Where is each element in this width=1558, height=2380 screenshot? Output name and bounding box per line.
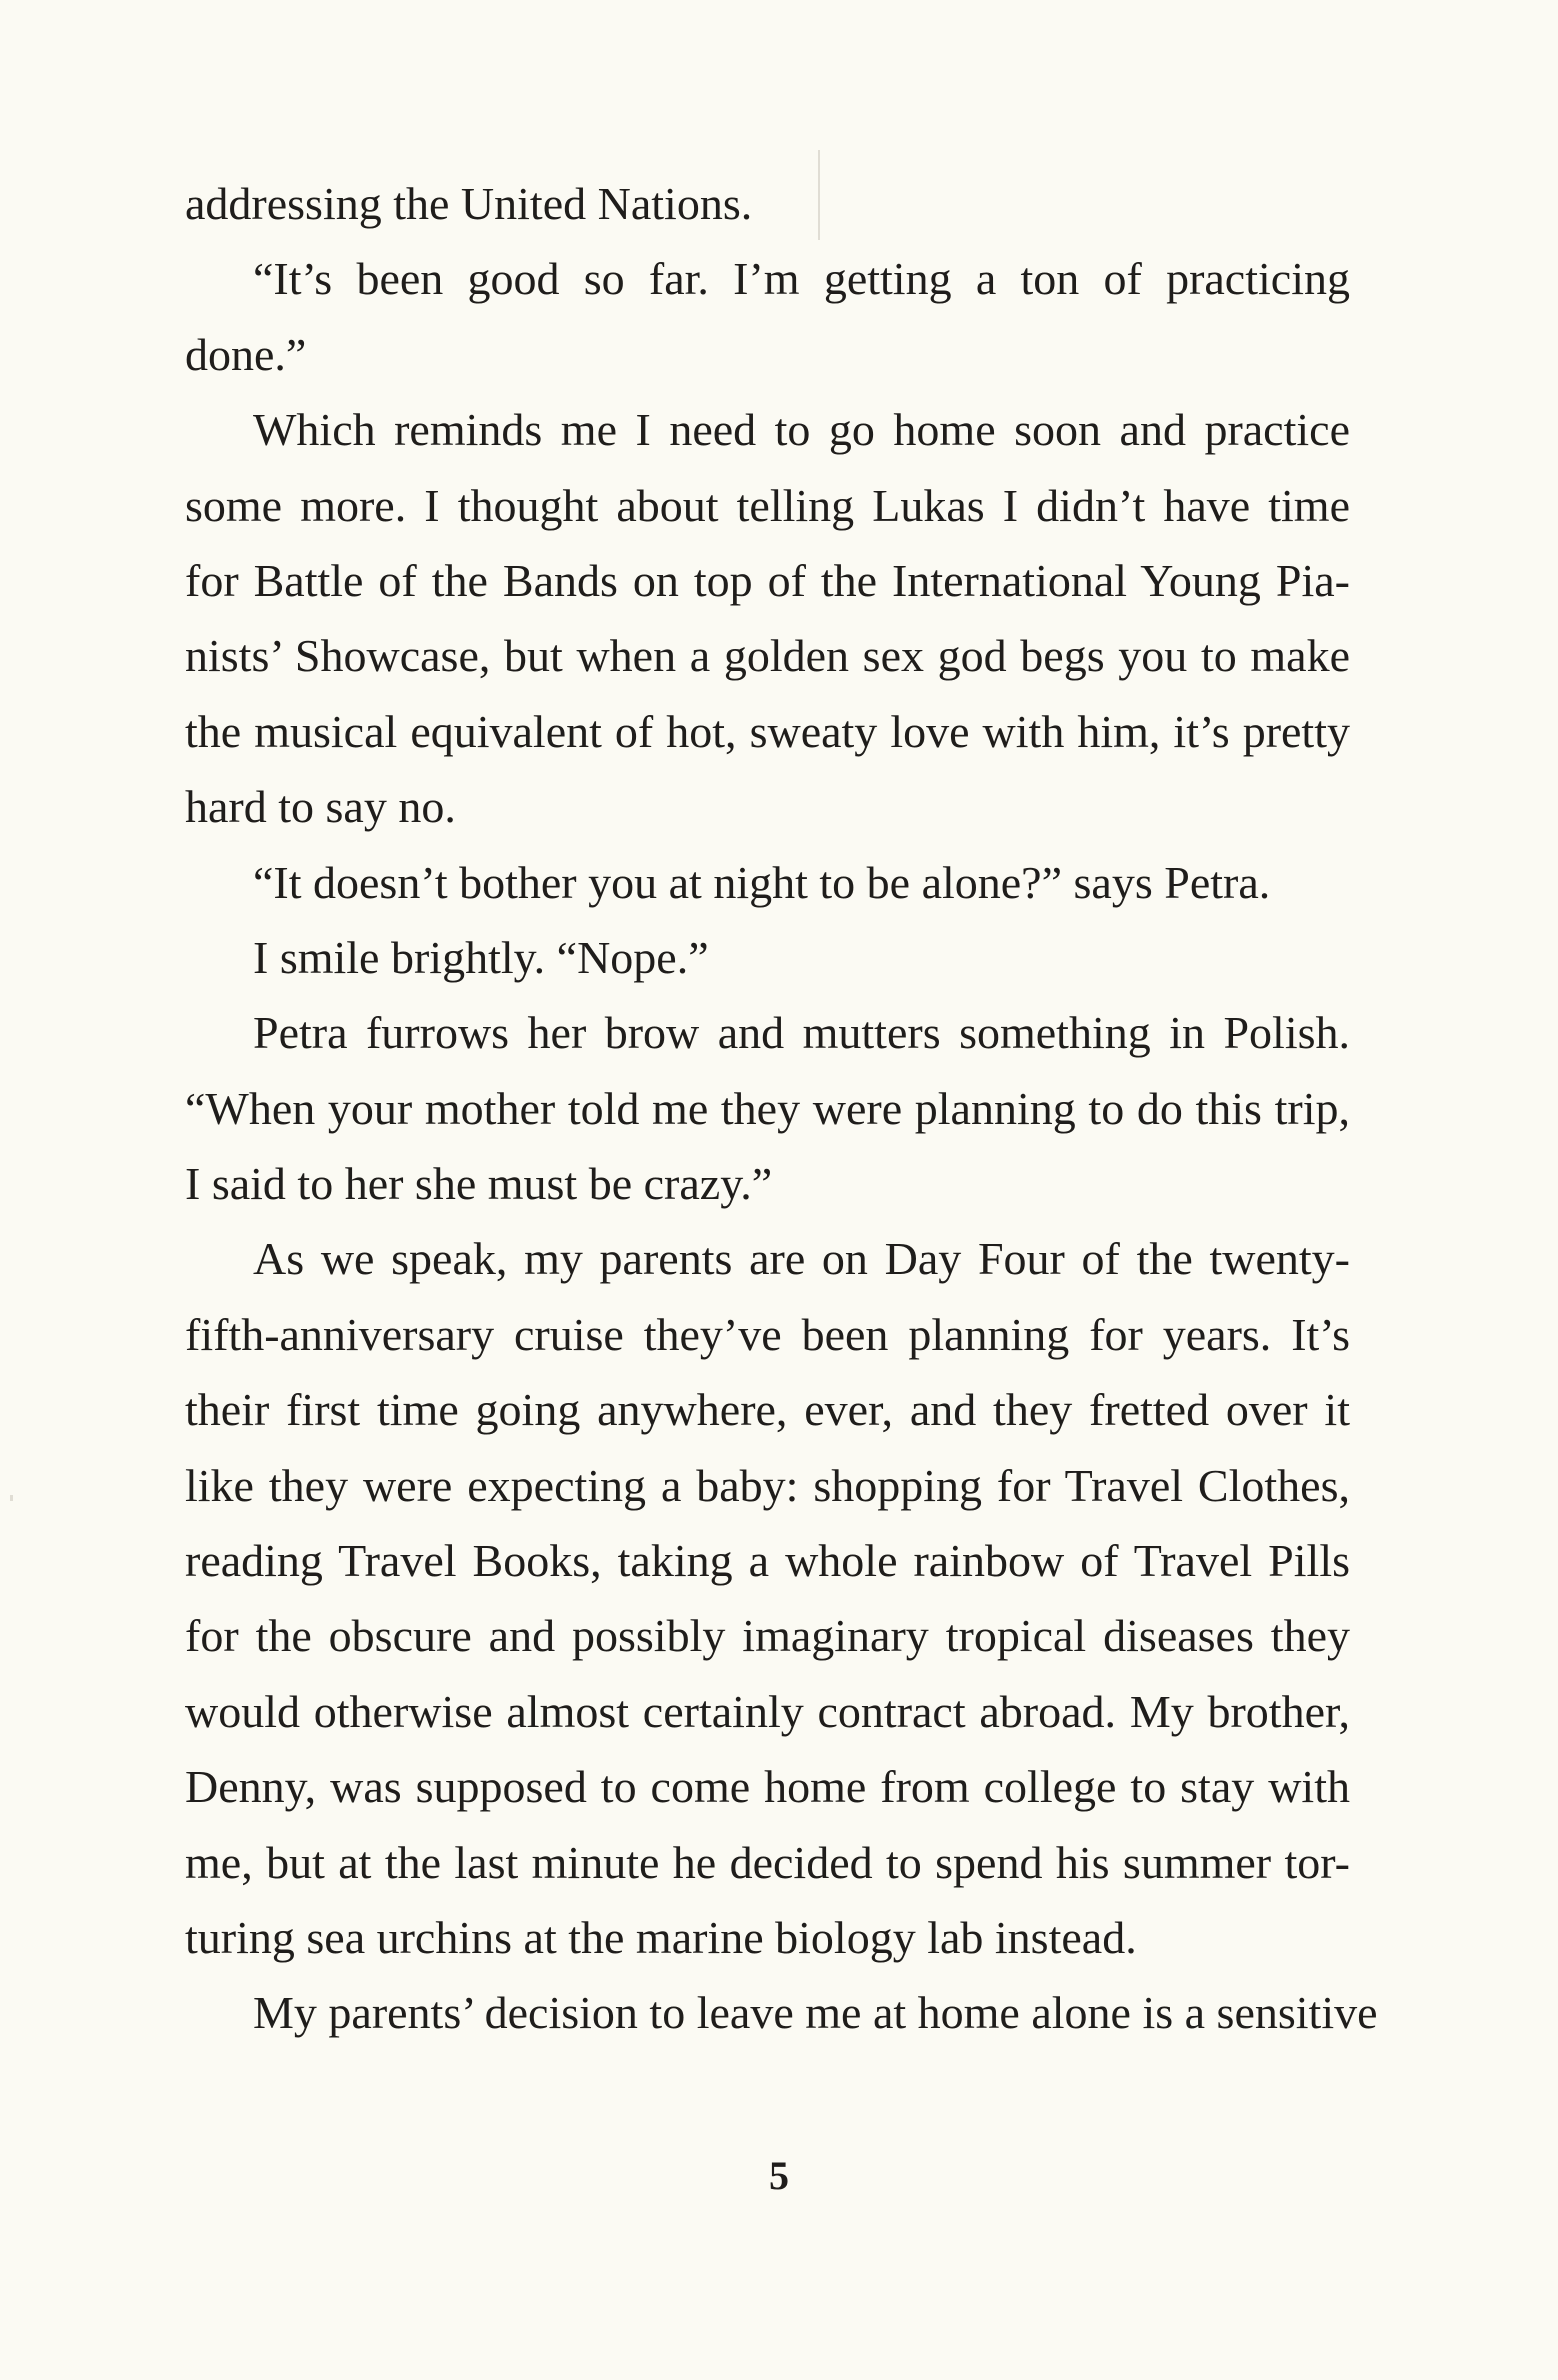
text-line: I said to her she must be crazy.” xyxy=(185,1158,773,1210)
text-line: their first time going anywhere, ever, and they fretted over it xyxy=(185,1384,1350,1436)
text-line: “It’s been good so far. I’m getting a ton of practicing xyxy=(253,253,1350,305)
text-line: nists’ Showcase, but when a golden sex god begs you to make xyxy=(185,630,1350,682)
scan-artifact xyxy=(10,1495,13,1501)
text-line: Petra furrows her brow and mutters something in Polish. xyxy=(253,1007,1350,1059)
text-line: me, but at the last minute he decided to spend his summer tor- xyxy=(185,1836,1350,1888)
text-line: Which reminds me I need to go home soon and practice xyxy=(253,404,1350,456)
body-text xyxy=(185,166,1378,2051)
text-line: for Battle of the Bands on top of the International Young Pia- xyxy=(185,554,1350,606)
text-line: As we speak, my parents are on Day Four of the twenty- xyxy=(253,1233,1350,1285)
text-line: My parents’ decision to leave me at home alone is a sensitive xyxy=(253,1987,1378,2039)
text-line: would otherwise almost certainly contract abroad. My brother, xyxy=(185,1685,1350,1737)
text-line: addressing the United Nations. xyxy=(185,178,753,229)
text-line: hard to say no. xyxy=(185,781,456,833)
text-line: some more. I thought about telling Lukas I didn’t have time xyxy=(185,479,1350,531)
text-line: “It doesn’t bother you at night to be alone?” says Petra. xyxy=(253,856,1271,908)
text-line: fifth-anniversary cruise they’ve been planning for years. It’s xyxy=(185,1308,1350,1360)
text-line: like they were expecting a baby: shopping for Travel Clothes, xyxy=(185,1459,1350,1511)
page-number: 5 xyxy=(769,2153,789,2198)
text-line: “When your mother told me they were planning to do this trip, xyxy=(185,1082,1350,1134)
text-line: Denny, was supposed to come home from college to stay with xyxy=(185,1761,1350,1813)
text-line: for the obscure and possibly imaginary tropical diseases they xyxy=(185,1610,1350,1662)
text-line: reading Travel Books, taking a whole rainbow of Travel Pills xyxy=(185,1535,1350,1587)
text-line: the musical equivalent of hot, sweaty love with him, it’s pretty xyxy=(185,705,1350,757)
text-line: done.” xyxy=(185,328,307,380)
text-line: turing sea urchins at the marine biology lab instead. xyxy=(185,1911,1137,1963)
text-line: I smile brightly. “Nope.” xyxy=(253,931,709,983)
